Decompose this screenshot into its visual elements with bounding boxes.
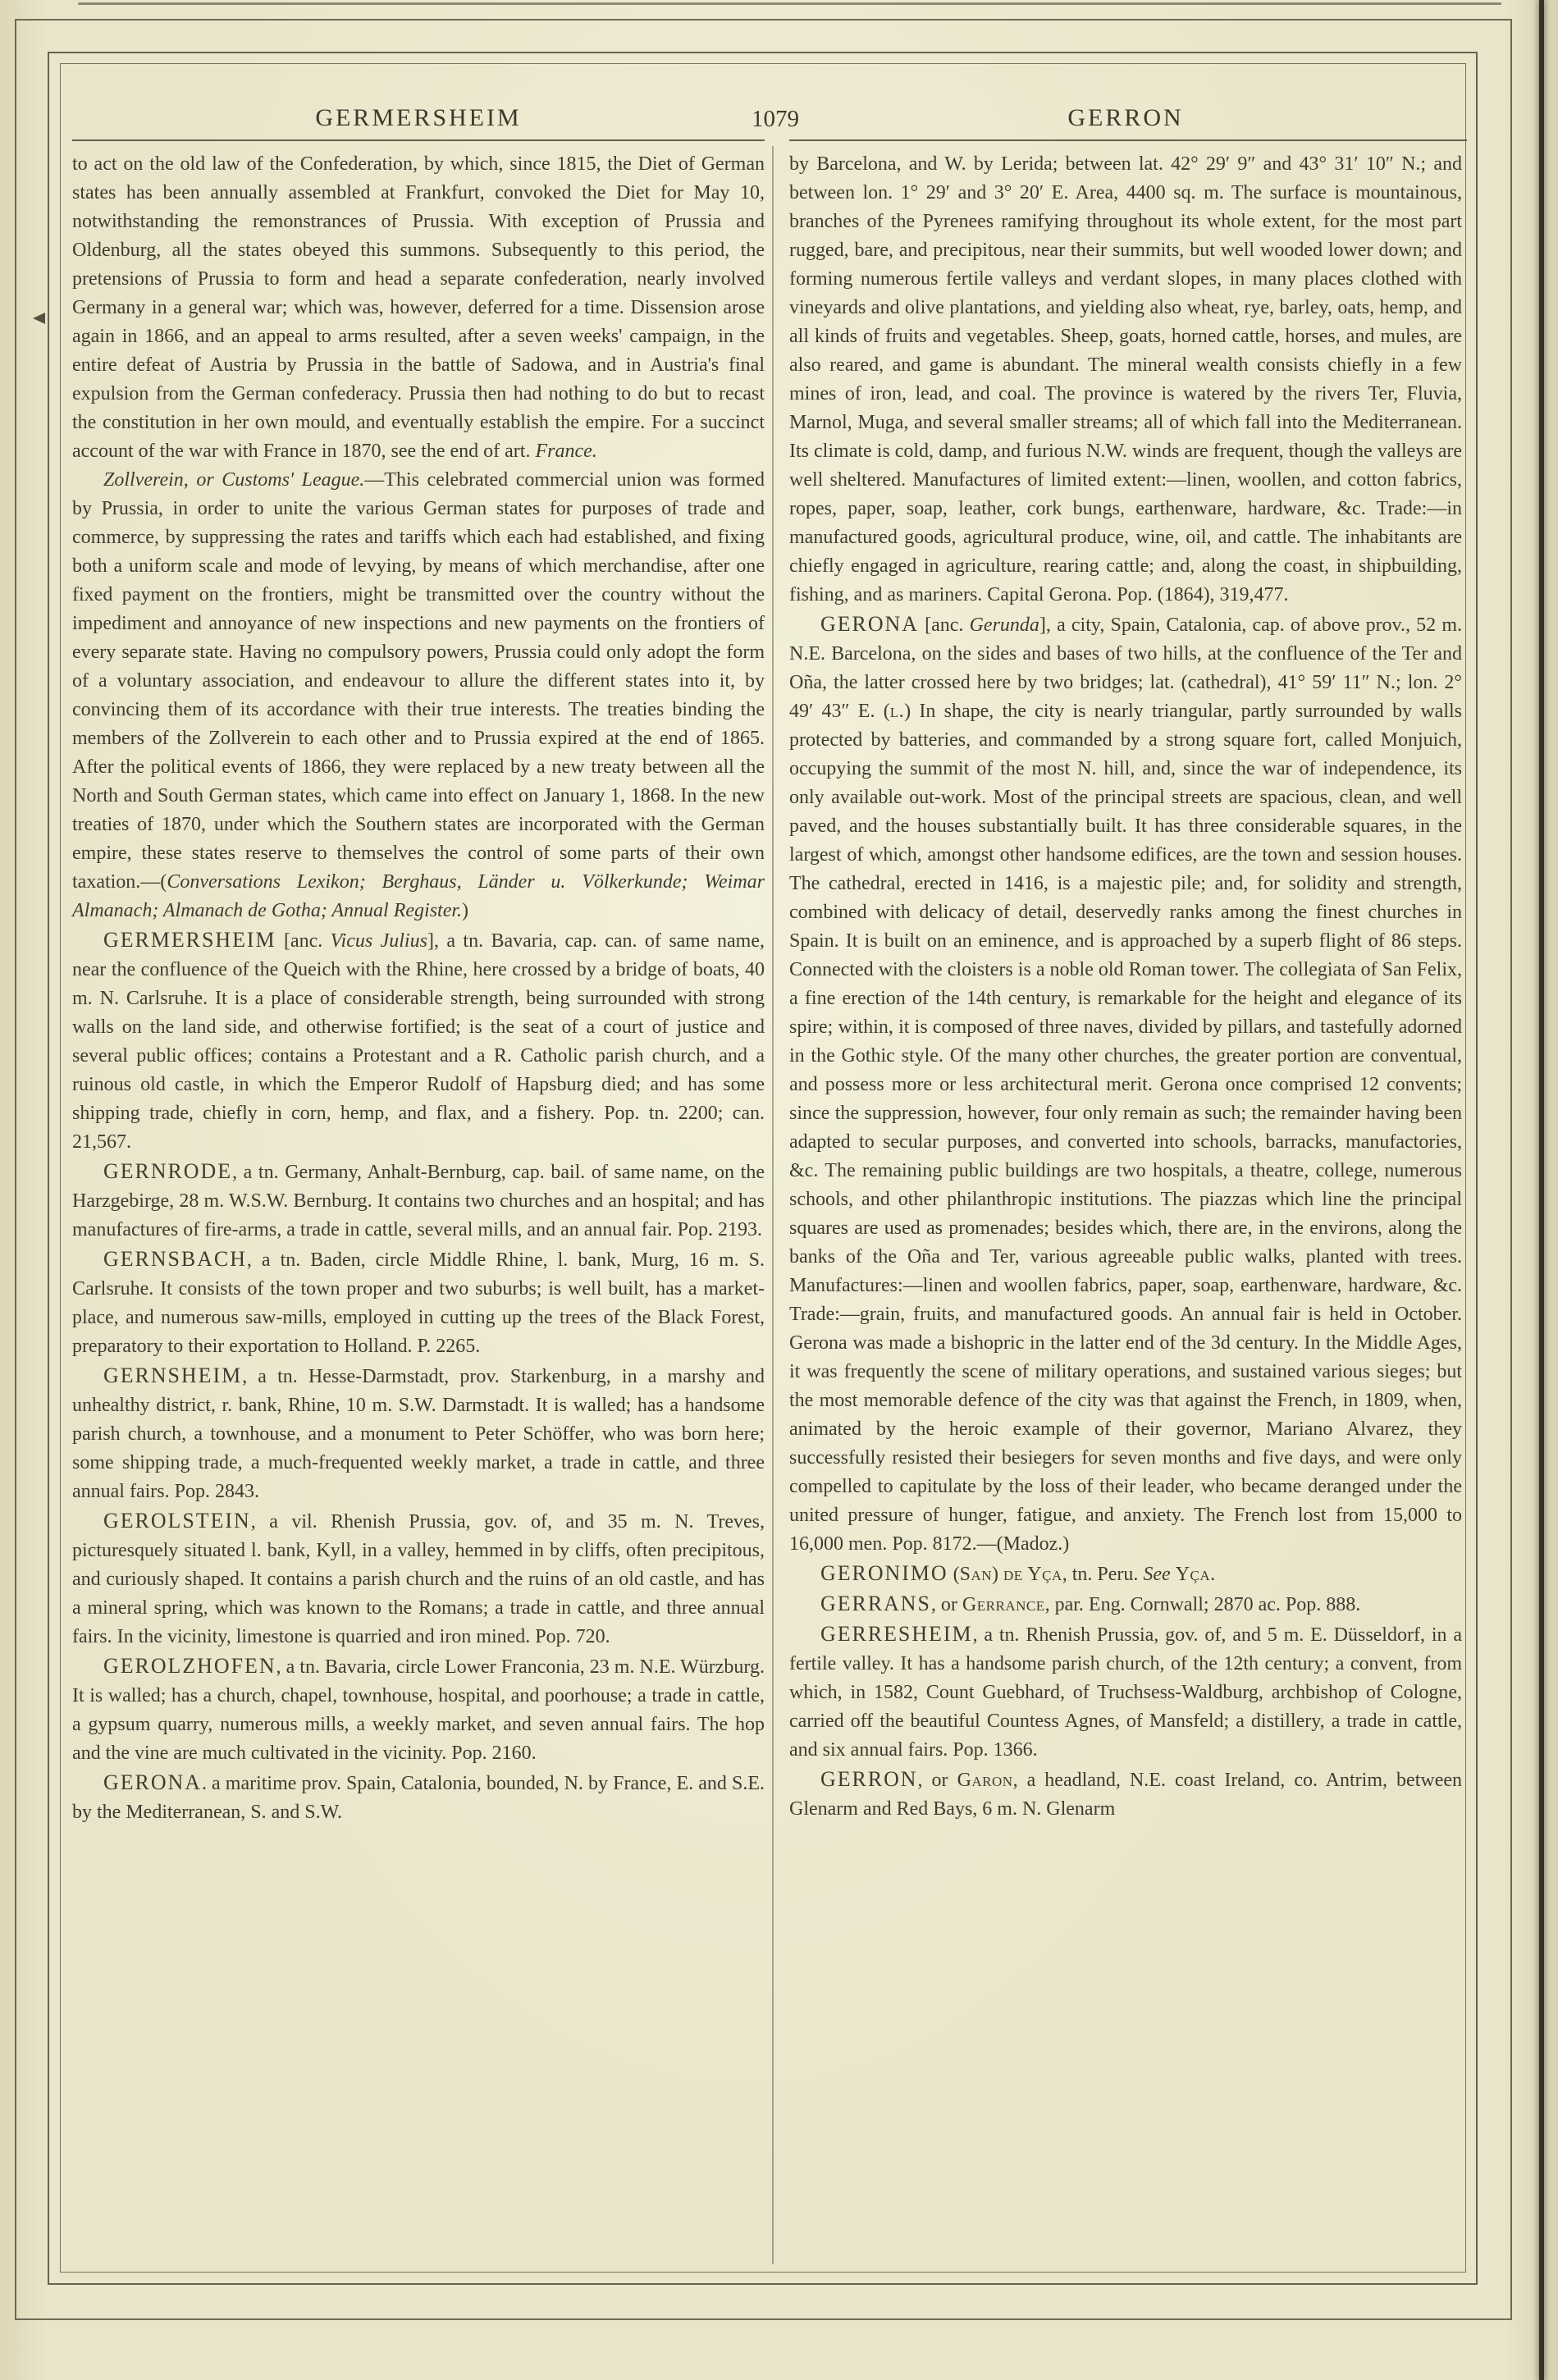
text-run: Gerrance [962,1594,1045,1615]
entry-headword: GERNSBACH [103,1247,247,1271]
text-run: Zollverein, or Customs' League. [103,469,365,491]
running-head-right: GERRON [1067,104,1184,131]
entry-headword: GEROLSTEIN [103,1509,251,1533]
entry-germersheim [72,925,765,1157]
text-run: —This celebrated commercial union was formed by Prussia, in order to unite the various German states for purposes of trade and commerce, by suppressing the rates and tariffs which each had established, and fixing both a uniform scale and mode of levying, by means of which merchandise, after one fixed payment on the frontiers, might be transmitted over the country without the impediment and annoyance of new inspections and new payments on the frontiers of every separate state. Having no compulsory powers, Prussia could only adopt the form of a voluntary association, and endeavour to allure the different states into it, by convincing them of its accordance with their true interests. The treaties binding the members of the Zollverein to each other and to Prussia expired at the end of 1865. After the political events of 1866, they were replaced by a new treaty between all the North and South German states, which came into effect on January 1, 1868. In the new treaties of 1870, under which the Southern states are incorporated with the German empire, these states reserve to themselves the control of some parts of their own taxation.—( [72,469,765,893]
text-column-right [789,150,1462,1824]
text-run: de Yça [1003,1564,1062,1585]
text-run: . [1210,1564,1216,1585]
text-run: to act on the old law of the Confederation, by which, since 1815, the Diet of German states has been annually assembled at Frankfurt, convoked the Diet for May 10, notwithstanding the remonstrances of Prussia. With exception of Prussia and Oldenburg, all the states obeyed this summons. Subsequently to this period, the pretensions of Prussia to form and head a separate confederation, nearly involved Germany in a general war; which was, however, deferred for a time. Dissension arose again in 1866, and an appeal to arms resulted, after a seven weeks' campaign, in the entire defeat of Austria by Prussia in the battle of Sadowa, and in Austria's final expulsion from the German confederacy. Prussia then had nothing to do but to recast the constitution in her own mould, and eventually establish the empire. For a succinct account of the war with France in 1870, see the end of art. [72,153,765,462]
text-run: Garon [957,1770,1013,1791]
entry-headword: GERONA [103,1770,202,1794]
entry-headword: GERONA [820,612,919,636]
text-run: ) [462,900,469,921]
text-run: France. [535,441,597,462]
text-run: , or [917,1770,957,1791]
entry-gernrode [72,1157,765,1245]
text-run: , a headland, N.E. coast Ireland, co. Antrim, between Glenarm and Red Bays, 6 m. N. Glenarm [789,1770,1462,1820]
text-run: , a tn. Germany, Anhalt-Bernburg, cap. bail. of same name, on the Harzgebirge, 28 m. W.S.W. Bernburg. It contains two churches and an hospital; and has manufactures of fire-arms, a trade in cattle, several mills, and an annual fair. Pop. 2193. [72,1162,765,1240]
text-run: [anc. [918,614,970,636]
text-run: , a tn. Baden, circle Middle Rhine, l. bank, Murg, 16 m. S. Carlsruhe. It consists of the town proper and two suburbs; is well built, has a market-place, and numerous saw-mills, employed in cutting up the trees of the Black Forest, preparatory to their exportation to Holland. P. 2265. [72,1249,765,1357]
margin-arrow-mark [33,313,45,324]
text-run: . a maritime prov. Spain, Catalonia, bounded, N. by France, E. and S.E. by the Mediterranean, S. and S.W. [72,1773,765,1823]
scan-top-edge-line [78,2,1501,5]
text-run: l. [889,701,905,722]
text-run: ], a city, Spain, Catalonia, cap. of above prov., 52 m. N.E. Barcelona, on the sides and bases of two hills, at the confluence of the Ter and Oña, the latter crossed here by two bridges; lat. (cathedral), 41° 59′ 11″ N.; lon. 2° 49′ 43″ E. ( [789,614,1463,722]
book-gutter-edge [1539,0,1544,2380]
header-rule-left [72,139,765,141]
page-number: 1079 [752,106,799,132]
entry-headword: GERNSHEIM [103,1364,243,1387]
running-head-left: GERMERSHEIM [315,104,522,131]
entry-gerona-prov-continuation [789,150,1462,610]
entry-gerron [789,1765,1462,1824]
text-run: , a tn. Bavaria, circle Lower Franconia, 23 m. N.E. Würzburg. It is walled; has a church, chapel, townhouse, hospital, and poorhouse; a trade in cattle, a gypsum quarry, numerous mills, a weekly market, and seven annual fairs. The hop and the vine are much cultivated in the vicinity. Pop. 2160. [72,1656,765,1764]
entry-gerona-prov [72,1768,765,1827]
text-run: ) In shape, the city is nearly triangular, partly surrounded by walls protected by batteries, and commanded by a strong square fort, called Monjuich, occupying the summit of the most N. hill, and, since the war of independence, its only available out-work. Most of the principal streets are spacious, clean, and well paved, and the houses substantially built. It has three considerable squares, in the largest of which, amongst other handsome edifices, are the town and session houses. The cathedral, erected in 1416, is a majestic pile; and, for solidity and strength, combined with delicacy of detail, deservedly ranks among the finest churches in Spain. It is built on an eminence, and is approached by a superb flight of 86 steps. Connected with the cloisters is a noble old Roman tower. The collegiata of San Felix, a fine erection of the 14th century, is remarkable for the height and elegance of its spire; within, it is composed of three naves, divided by pillars, and tastefully adorned in the Gothic style. Of the many other churches, the greater portion are conventual, and possess more or less architectural merit. Gerona once comprised 12 convents; since the suppression, however, four only remain as such; the remainder having been adapted to secular purposes, and converted into schools, barracks, manufactories, &c. The remaining public buildings are two hospitals, a theatre, college, numerous schools, and other philanthropic institutions. The piazzas which line the principal squares are used as promenades; besides which, there are, in the environs, along the banks of the Oña and Ter, various agreeable public walks, planted with trees. Manufactures:—linen and woollen fabrics, paper, soap, earthenware, hardware, &c. Trade:—grain, fruits, and manufactured goods. An annual fair is held in October. Gerona was made a bishopric in the latter end of the 3d century. In the Middle Ages, it was frequently the scene of military operations, and sustained various sieges; but the most memorable defence of the city was that against the French, in 1809, when, animated by the heroic example of their governor, Mariano Alvarez, they successfully resisted their besiegers for seven months and five days, and were only compelled to capitulate by the loss of their leader, who became deranged under the united pressure of hunger, fatigue, and anxiety. The French lost from 15,000 to 16,000 men. Pop. 8172.—(Madoz.) [789,701,1463,1555]
text-run: Vicus Julius [330,930,427,952]
text-run: , tn. Peru. [1062,1564,1144,1585]
entry-headword: GERRESHEIM [820,1622,973,1646]
entry-gerolzhofen [72,1651,765,1768]
entry-zollverein [72,466,765,925]
entry-headword: GERONIMO [820,1561,948,1585]
entry-headword: GEROLZHOFEN [103,1654,276,1678]
column-divider [772,146,774,2264]
text-run: , a vil. Rhenish Prussia, gov. of, and 35 m. N. Treves, picturesquely situated l. bank, Kyll, in a valley, hemmed in by cliffs, often precipitous, and curiously shaped. It contains a parish church and the ruins of an old castle, and has a mineral spring, which was known to the Romans; a trade in cattle, and three annual fairs. In the vicinity, limestone is quarried and iron mined. Pop. 720. [72,1511,765,1647]
entry-gernsheim [72,1361,765,1506]
text-run: Yça [1175,1564,1211,1585]
text-run: , par. Eng. Cornwall; 2870 ac. Pop. 888. [1044,1594,1361,1615]
text-run: , a tn. Rhenish Prussia, gov. of, and 5 m. E. Düsseldorf, in a fertile valley. It has a handsome parish church, of the 12th century; a convent, from which, in 1582, Count Guebhard, of Truchsess-Waldburg, archbishop of Cologne, carried off the beautiful Countess Agnes, of Mansfeld; a distillery, a trade in cattle, and six annual fairs. Pop. 1366. [789,1624,1462,1761]
text-run: San [959,1564,993,1585]
entry-headword: GERRANS [820,1592,931,1615]
entry-geronimo [789,1559,1462,1589]
entry-gerolstein [72,1506,765,1651]
entry-headword: GERMERSHEIM [103,928,276,952]
entry-gerresheim [789,1619,1462,1765]
text-column-left [72,150,765,1827]
entry-gerrans [789,1589,1462,1619]
text-run: by Barcelona, and W. by Lerida; between lat. 42° 29′ 9″ and 43° 31′ 10″ N.; and between lon. 1° 29′ and 3° 20′ E. Area, 4400 sq. m. The surface is mountainous, branches of the Pyrenees ramifying throughout its whole extent, for the most part rugged, bare, and precipitous, near their summits, but well wooded lower down; and forming numerous fertile valleys and verdant slopes, in many places clothed with vineyards and olive plantations, and yielding also wheat, rye, barley, oats, hemp, and all kinds of fruits and vegetables. Sheep, goats, horned cattle, horses, and mules, are also reared, and game is abundant. The mineral wealth consists chiefly in a few mines of iron, lead, and coal. The province is watered by the rivers Ter, Fluvia, Marnol, Muga, and several smaller streams; all of which fall into the Mediterranean. Its climate is cold, damp, and furious N.W. winds are frequent, though the valleys are well sheltered. Manufactures of limited extent:—linen, woollen, and cotton fabrics, ropes, paper, soap, leather, cork bungs, earthenware, hardware, &c. Trade:—in manufactured goods, agricultural produce, wine, oil, and cattle. The inhabitants are chiefly engaged in agriculture, rearing cattle; and, along the coast, in shipbuilding, fishing, and as mariners. Capital Gerona. Pop. (1864), 319,477. [789,153,1462,605]
text-run: ) [992,1564,1004,1585]
text-run: Gerunda [969,614,1039,636]
entry-germany-continuation [72,150,765,466]
text-run: Conversations Lexikon; Berghaus, Länder u. Völkerkunde; Weimar Almanach; Almanach de Gotha; Annual Register. [72,871,765,921]
entry-gernsbach [72,1245,765,1361]
entry-gerona-city [789,610,1462,1559]
header-rule-right [789,139,1467,141]
text-run: , a tn. Hesse-Darmstadt, prov. Starkenburg, in a marshy and unhealthy district, r. bank, Rhine, 10 m. S.W. Darmstadt. It is walled; has a handsome parish church, a townhouse, and a monument to Peter Schöffer, who was born here; some shipping trade, a much-frequented weekly market, a trade in cattle, and three annual fairs. Pop. 2843. [72,1366,765,1502]
entry-headword: GERNRODE [103,1159,233,1183]
text-run: , or [930,1594,962,1615]
entry-headword: GERRON [820,1767,918,1791]
text-run: See [1143,1564,1171,1585]
text-run: ( [948,1564,960,1585]
text-run: [anc. [276,930,331,952]
text-run: ], a tn. Bavaria, cap. can. of same name, near the confluence of the Queich with the Rhine, here crossed by a bridge of boats, 40 m. N. Carlsruhe. It is a place of considerable strength, being surrounded with strong walls on the land side, and otherwise fortified; is the seat of a court of justice and several public offices; contains a Protestant and a R. Catholic parish church, and a ruinous old castle, in which the Emperor Rudolf of Hapsburg died; and has some shipping trade, chiefly in corn, hemp, and flax, and a fishery. Pop. tn. 2200; can. 21,567. [72,930,765,1153]
